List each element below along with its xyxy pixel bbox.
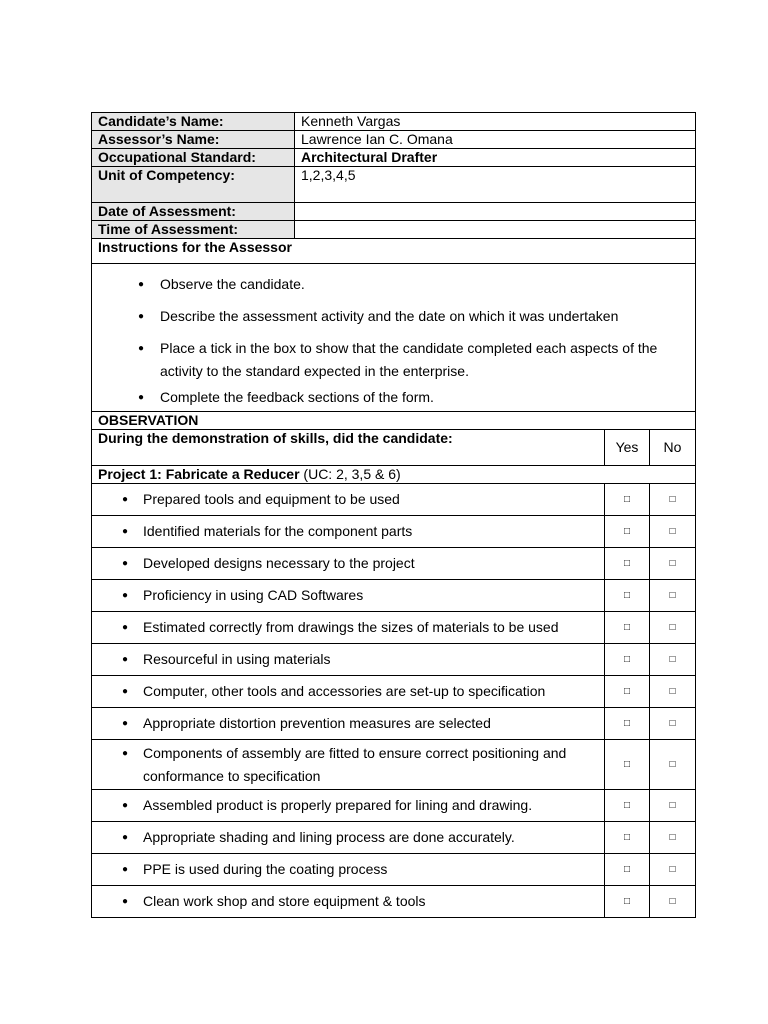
table-row xyxy=(92,708,696,740)
time-row xyxy=(92,221,696,239)
assessor-name: Lawrence Ian C. Omana xyxy=(295,131,696,149)
instruction-item: ● Observe the candidate. xyxy=(160,273,689,296)
table-row xyxy=(92,886,696,918)
no-checkbox[interactable]: □ xyxy=(650,708,696,740)
project-title: Project 1: Fabricate a Reducer xyxy=(98,466,300,482)
yes-header: Yes xyxy=(605,430,650,466)
instructions-row xyxy=(92,264,696,412)
project-uc: (UC: 2, 3,5 & 6) xyxy=(299,466,401,482)
yes-checkbox[interactable]: □ xyxy=(605,676,650,708)
date-field[interactable] xyxy=(295,203,696,221)
no-checkbox[interactable]: □ xyxy=(650,886,696,918)
table-row xyxy=(92,790,696,822)
table-row xyxy=(92,612,696,644)
table-row xyxy=(92,676,696,708)
unit-row xyxy=(92,167,696,203)
time-field[interactable] xyxy=(295,221,696,239)
assessor-label: Assessor’s Name: xyxy=(92,131,295,149)
unit-label: Unit of Competency: xyxy=(92,167,295,203)
project-heading xyxy=(92,466,696,484)
no-checkbox[interactable]: □ xyxy=(650,854,696,886)
date-row xyxy=(92,203,696,221)
no-checkbox[interactable]: □ xyxy=(650,516,696,548)
candidate-label: Candidate’s Name: xyxy=(92,113,295,131)
yes-checkbox[interactable]: □ xyxy=(605,790,650,822)
instruction-item: ● Complete the feedback sections of the form. xyxy=(160,386,689,409)
criterion-text: ● Proficiency in using CAD Softwares xyxy=(98,584,598,607)
candidate-name: Kenneth Vargas xyxy=(295,113,696,131)
date-label: Date of Assessment: xyxy=(92,203,295,221)
observation-title-row xyxy=(92,412,696,430)
yes-checkbox[interactable]: □ xyxy=(605,516,650,548)
instructions-list xyxy=(98,273,689,409)
criterion-text: ● PPE is used during the coating process xyxy=(98,858,598,881)
criterion-text: ● Assembled product is properly prepared for lining and drawing. xyxy=(98,794,598,817)
yes-checkbox[interactable]: □ xyxy=(605,548,650,580)
yes-checkbox[interactable]: □ xyxy=(605,740,650,790)
table-row xyxy=(92,580,696,612)
table-row xyxy=(92,548,696,580)
no-checkbox[interactable]: □ xyxy=(650,740,696,790)
no-checkbox[interactable]: □ xyxy=(650,612,696,644)
yes-checkbox[interactable]: □ xyxy=(605,644,650,676)
instruction-item: ● Place a tick in the box to show that the candidate completed each aspects of the activity to the standard expected in the enterprise. xyxy=(160,337,689,383)
time-label: Time of Assessment: xyxy=(92,221,295,239)
assessment-form xyxy=(91,112,695,918)
yes-checkbox[interactable]: □ xyxy=(605,822,650,854)
table-row xyxy=(92,854,696,886)
criterion-text: ● Developed designs necessary to the project xyxy=(98,552,598,575)
yes-checkbox[interactable]: □ xyxy=(605,886,650,918)
no-checkbox[interactable]: □ xyxy=(650,580,696,612)
standard-label: Occupational Standard: xyxy=(92,149,295,167)
table-row xyxy=(92,822,696,854)
standard-value: Architectural Drafter xyxy=(295,149,696,167)
candidate-row xyxy=(92,113,696,131)
no-checkbox[interactable]: □ xyxy=(650,484,696,516)
assessment-table xyxy=(91,112,696,918)
yes-checkbox[interactable]: □ xyxy=(605,612,650,644)
no-checkbox[interactable]: □ xyxy=(650,822,696,854)
observation-header-row xyxy=(92,430,696,466)
criterion-text: ● Identified materials for the component parts xyxy=(98,520,598,543)
yes-checkbox[interactable]: □ xyxy=(605,708,650,740)
criterion-text: ● Resourceful in using materials xyxy=(98,648,598,671)
standard-row xyxy=(92,149,696,167)
table-row xyxy=(92,740,696,790)
no-header: No xyxy=(650,430,696,466)
unit-value: 1,2,3,4,5 xyxy=(295,167,696,203)
observation-title: OBSERVATION xyxy=(92,412,696,430)
criterion-text: ● Appropriate shading and lining process are done accurately. xyxy=(98,826,598,849)
criterion-text: ● Components of assembly are fitted to ensure correct positioning and conformance to specification xyxy=(98,742,598,788)
instructions-title: Instructions for the Assessor xyxy=(92,239,696,264)
table-row xyxy=(92,644,696,676)
no-checkbox[interactable]: □ xyxy=(650,790,696,822)
criterion-text: ● Appropriate distortion prevention measures are selected xyxy=(98,712,598,735)
criterion-text: ● Clean work shop and store equipment & tools xyxy=(98,890,598,913)
yes-checkbox[interactable]: □ xyxy=(605,580,650,612)
criterion-text: ● Estimated correctly from drawings the sizes of materials to be used xyxy=(98,616,598,639)
no-checkbox[interactable]: □ xyxy=(650,676,696,708)
yes-checkbox[interactable]: □ xyxy=(605,854,650,886)
assessor-row xyxy=(92,131,696,149)
table-row xyxy=(92,516,696,548)
yes-checkbox[interactable]: □ xyxy=(605,484,650,516)
table-row xyxy=(92,484,696,516)
no-checkbox[interactable]: □ xyxy=(650,644,696,676)
instruction-item: ● Describe the assessment activity and the date on which it was undertaken xyxy=(160,305,689,328)
criterion-text: ● Prepared tools and equipment to be used xyxy=(98,488,598,511)
criterion-text: ● Computer, other tools and accessories are set-up to specification xyxy=(98,680,598,703)
instructions-title-row xyxy=(92,239,696,264)
observation-question: During the demonstration of skills, did the candidate: xyxy=(92,430,605,466)
project-row xyxy=(92,466,696,484)
no-checkbox[interactable]: □ xyxy=(650,548,696,580)
